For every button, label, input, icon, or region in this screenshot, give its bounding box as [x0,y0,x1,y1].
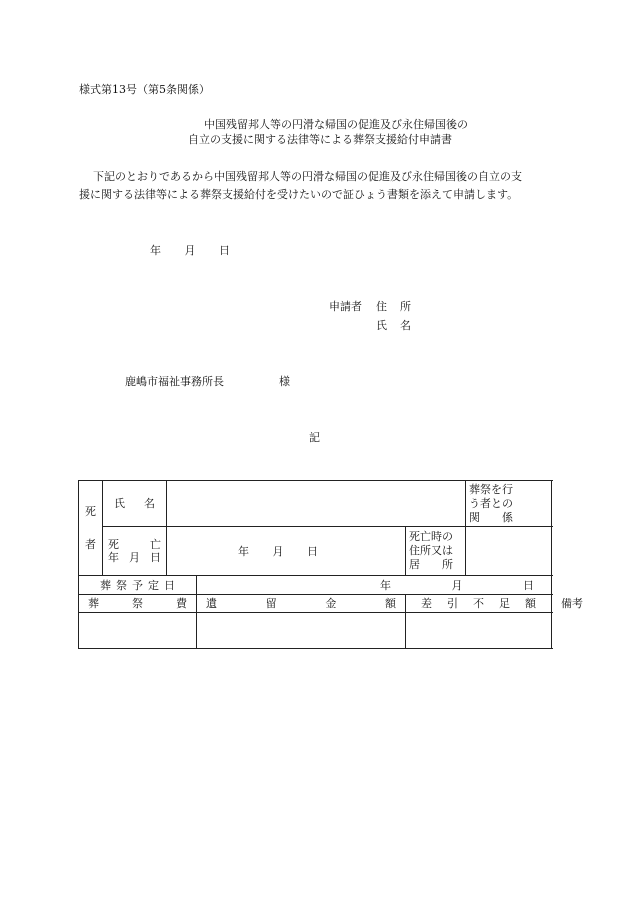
estate-label: 遺 留 金 額 [197,595,406,613]
address-label: 住 所 [376,300,411,313]
title-line-2: 自立の支援に関する法律等による葬祭支援給付申請書 [188,133,452,146]
honorific: 様 [279,375,290,388]
funeral-date-field[interactable]: 年 月 日 [197,576,552,595]
shortfall-field[interactable] [406,613,552,649]
body-line-1: 下記のとおりであるから中国残留邦人等の円滑な帰国の促進及び永住帰国後の自立の支 [93,170,522,183]
estate-field[interactable] [197,613,406,649]
deceased-name-field[interactable] [167,481,466,527]
death-date-field[interactable]: 年 月 日 [167,527,406,576]
funeral-cost-label: 葬 祭 費 [79,595,197,613]
address-at-death-label: 死亡時の 住所又は 居 所 [406,527,466,576]
day-label: 日 [219,244,230,257]
month-label: 月 [184,244,196,257]
deceased-name-label: 氏 名 [103,481,167,527]
date-line [150,242,230,258]
death-date-label: 死 亡 年 月 日 [103,527,167,576]
application-table: 死 者 氏 名 葬祭を行 う者との 関 係 死 亡 年 月 日 年 月 日 死亡時の 住所又は 居 所 葬 祭 予 定 日 年 月 日 葬 祭 費 遺 留 金 額 差 引 不 足 額 備 考 [78,480,552,649]
applicant-label: 申請者 [329,300,362,313]
name-label: 氏 名 [376,319,411,332]
addressee: 鹿嶋市福祉事務所長 [125,375,224,388]
address-at-death-field[interactable] [466,527,552,576]
relationship-label: 葬祭を行 う者との 関 係 [466,481,552,527]
deceased-label: 死 者 [79,481,103,576]
shortfall-label: 差 引 不 足 額 [406,595,552,613]
ki-heading: 記 [309,431,320,444]
form-number: 様式第13号（第5条関係） [79,83,210,96]
funeral-cost-field[interactable] [79,613,197,649]
year-label: 年 [150,244,161,257]
body-line-2: 援に関する法律等による葬祭支援給付を受けたいので証ひょう書類を添えて申請します。 [79,188,519,201]
funeral-date-label: 葬 祭 予 定 日 [79,576,197,595]
title-line-1: 中国残留邦人等の円滑な帰国の促進及び永住帰国後の [204,118,468,131]
